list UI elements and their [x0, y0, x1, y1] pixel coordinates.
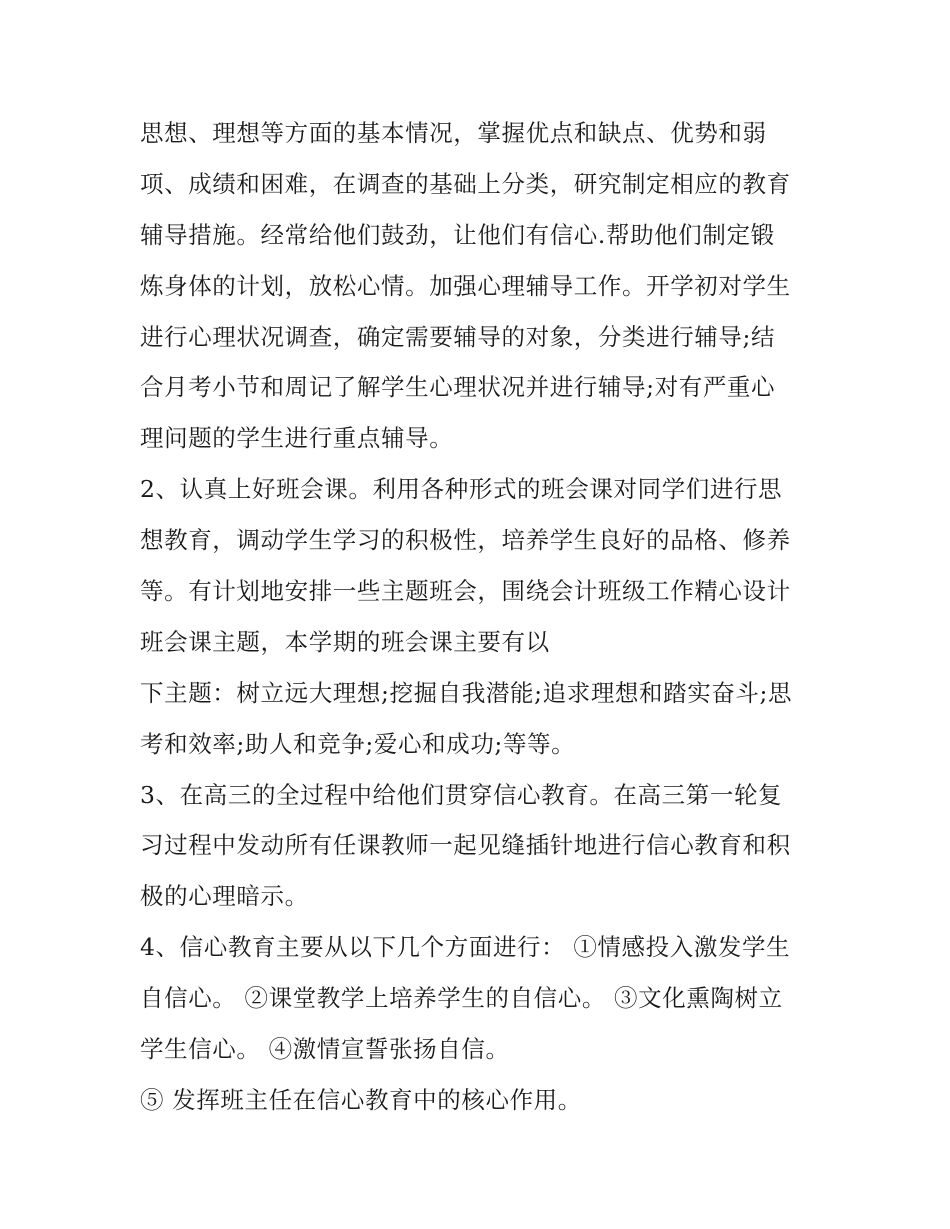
document-body	[140, 108, 830, 1126]
text-line: 4、信心教育主要从以下几个方面进行： ①情感投入激发学生	[140, 933, 791, 962]
text-line: 极的心理暗示。	[140, 882, 309, 911]
text-line: 班会课主题，本学期的班会课主要有以	[140, 627, 550, 656]
text-line: 3、在高三的全过程中给他们贯穿信心教育。在高三第一轮复	[140, 780, 783, 809]
text-line: 合月考小节和周记了解学生心理状况并进行辅导;对有严重心	[140, 373, 776, 402]
text-line: 进行心理状况调查，确定需要辅导的对象，分类进行辅导;结	[140, 322, 776, 351]
text-line: 思想、理想等方面的基本情况，掌握优点和缺点、优势和弱	[140, 119, 767, 147]
text-line: 理问题的学生进行重点辅导。	[140, 424, 454, 453]
text-line: 项、成绩和困难，在调查的基础上分类，研究制定相应的教育	[140, 169, 791, 198]
text-line: 辅导措施。经常给他们鼓劲，让他们有信心.帮助他们制定锻	[140, 220, 775, 249]
text-line: 学生信心。 ④激情宣誓张扬自信。	[140, 1035, 510, 1064]
text-line: 习过程中发动所有任课教师一起见缝插针地进行信心教育和积	[140, 831, 791, 860]
text-line: 下主题：树立远大理想;挖掘自我潜能;追求理想和踏实奋斗;思	[140, 678, 793, 707]
text-line: 想教育，调动学生学习的积极性，培养学生良好的品格、修养	[140, 526, 791, 555]
text-line: 等。有计划地安排一些主题班会，围绕会计班级工作精心设计	[140, 577, 791, 606]
text-line: 炼身体的计划，放松心情。加强心理辅导工作。开学初对学生	[140, 271, 791, 300]
text-line: 自信心。 ②课堂教学上培养学生的自信心。 ③文化熏陶树立	[140, 984, 783, 1013]
text-line: 考和效率;助人和竞争;爱心和成功;等等。	[140, 729, 576, 758]
text-line: 2、认真上好班会课。利用各种形式的班会课对同学们进行思	[140, 475, 783, 504]
text-line: ⑤ 发挥班主任在信心教育中的核心作用。	[140, 1085, 582, 1114]
